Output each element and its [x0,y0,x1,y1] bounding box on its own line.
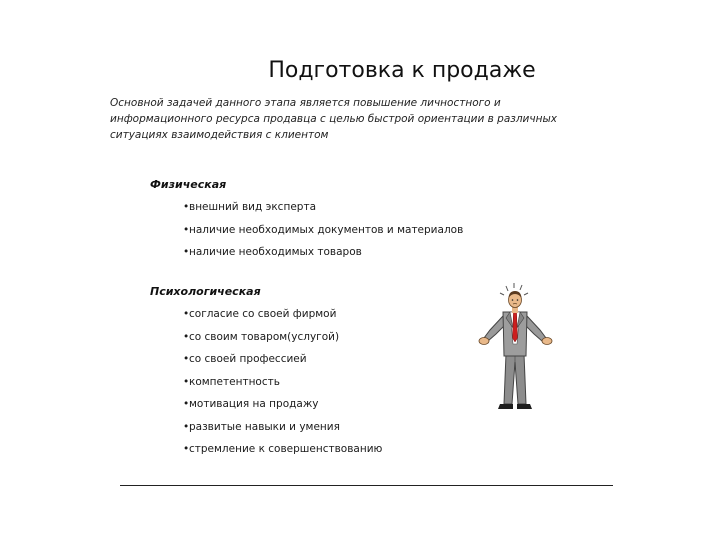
list-item: •компетентность [183,375,280,388]
list-item: •со своей профессией [183,353,307,365]
physical-list [183,201,463,269]
list-item: •наличие необходимых товаров [183,246,362,258]
list-item: •развитые навыки и умения [183,420,340,433]
section-heading-psychological: Психологическая [150,285,261,298]
list-item: •со своим товаром(услугой) [183,330,340,343]
list-item: •мотивация на продажу [183,398,319,410]
list-item: •наличие необходимых документов и материалов [183,223,464,236]
psychological-list [183,308,382,466]
confused-businessman-icon [470,282,562,414]
slide-title: Подготовка к продаже [268,58,536,83]
list-item: •внешний вид эксперта [183,201,316,213]
bottom-divider [120,485,613,486]
list-item: •согласие со своей фирмой [183,308,337,320]
list-item: •стремление к совершенствованию [183,443,383,455]
section-heading-physical: Физическая [150,178,227,191]
intro-text: Основной задачей данного этапа является повышение личностного и информационного ресурса продавца с целью быстрой ориентации в различных ситуациях взаимодействия с клиентом [110,97,557,141]
